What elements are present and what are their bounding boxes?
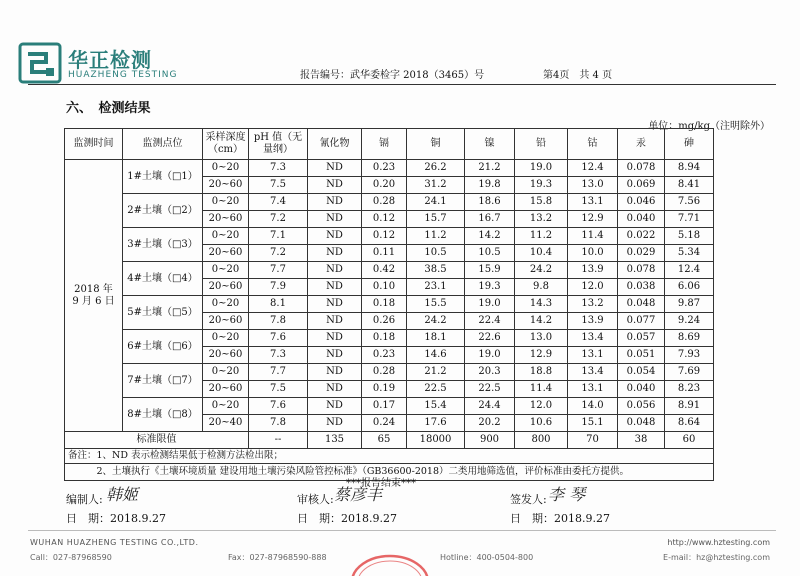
value-cell: 9.24 [665, 313, 714, 330]
value-cell: 0.12 [362, 228, 407, 245]
value-cell: 0.23 [362, 347, 407, 364]
value-cell: 20~60 [203, 177, 249, 194]
value-cell: 18.6 [465, 194, 515, 211]
value-cell: 10.5 [407, 245, 465, 262]
column-header: 镉 [362, 129, 407, 160]
editor-label: 编制人: [66, 493, 103, 506]
value-cell: 12.9 [515, 347, 568, 364]
table-row [65, 194, 714, 211]
limit-row [65, 432, 714, 449]
huazheng-logo-icon [18, 42, 62, 84]
value-cell: 7.3 [249, 160, 308, 177]
value-cell: 0~20 [203, 228, 249, 245]
value-cell: 13.9 [568, 313, 618, 330]
value-cell: 10.6 [515, 415, 568, 432]
table-row [65, 160, 714, 177]
column-header: 砷 [665, 129, 714, 160]
value-cell: 19.3 [515, 177, 568, 194]
footer-hotline: Hotline：400-0504-800 [440, 553, 534, 562]
table-row [65, 296, 714, 313]
limit-value-cell: 18000 [407, 432, 465, 449]
value-cell: 11.2 [515, 228, 568, 245]
report-end: ***报告结束*** [346, 478, 416, 489]
column-header: 氰化物 [308, 129, 362, 160]
value-cell: ND [308, 160, 362, 177]
value-cell: 21.2 [465, 160, 515, 177]
value-cell: 19.0 [515, 160, 568, 177]
value-cell: ND [308, 330, 362, 347]
value-cell: 15.7 [407, 211, 465, 228]
site-cell: 8#土壤（□8） [123, 398, 203, 432]
column-header: 汞 [618, 129, 665, 160]
value-cell: 7.69 [665, 364, 714, 381]
site-cell: 3#土壤（□3） [123, 228, 203, 262]
value-cell: 15.8 [515, 194, 568, 211]
value-cell: 0.029 [618, 245, 665, 262]
value-cell: 0.048 [618, 296, 665, 313]
value-cell: 20~60 [203, 381, 249, 398]
value-cell: ND [308, 364, 362, 381]
footer-divider [28, 530, 776, 531]
value-cell: 0.051 [618, 347, 665, 364]
value-cell: 0.078 [618, 160, 665, 177]
value-cell: 15.5 [407, 296, 465, 313]
value-cell: 31.2 [407, 177, 465, 194]
brand-name-en: HUAZHENG TESTING [68, 70, 178, 80]
value-cell: 0.42 [362, 262, 407, 279]
table-row [65, 228, 714, 245]
value-cell: 0.056 [618, 398, 665, 415]
value-cell: 20~60 [203, 347, 249, 364]
value-cell: 12.4 [568, 160, 618, 177]
value-cell: 12.0 [515, 398, 568, 415]
value-cell: 8.23 [665, 381, 714, 398]
section-title: 六、 检测结果 [66, 101, 151, 116]
value-cell: 0.11 [362, 245, 407, 262]
value-cell: 6.06 [665, 279, 714, 296]
limit-value-cell: 135 [308, 432, 362, 449]
value-cell: 0.040 [618, 381, 665, 398]
value-cell: 7.7 [249, 262, 308, 279]
value-cell: 13.2 [568, 296, 618, 313]
value-cell: 20~60 [203, 313, 249, 330]
value-cell: ND [308, 177, 362, 194]
issuer-date: 日 期：2018.9.27 [510, 512, 610, 525]
value-cell: 26.2 [407, 160, 465, 177]
value-cell: 13.4 [568, 330, 618, 347]
value-cell: 7.1 [249, 228, 308, 245]
header-divider [28, 84, 776, 85]
value-cell: 18.8 [515, 364, 568, 381]
value-cell: ND [308, 398, 362, 415]
limit-value-cell: 65 [362, 432, 407, 449]
value-cell: 0.077 [618, 313, 665, 330]
value-cell: ND [308, 194, 362, 211]
value-cell: 0.26 [362, 313, 407, 330]
value-cell: 0~20 [203, 330, 249, 347]
value-cell: 0.19 [362, 381, 407, 398]
column-header: 铅 [515, 129, 568, 160]
value-cell: 8.91 [665, 398, 714, 415]
column-header: 铜 [407, 129, 465, 160]
value-cell: 14.2 [465, 228, 515, 245]
value-cell: 15.1 [568, 415, 618, 432]
reviewer-label: 审核人: [297, 493, 334, 506]
column-header: 钴 [568, 129, 618, 160]
value-cell: 12.0 [568, 279, 618, 296]
site-cell: 5#土壤（□5） [123, 296, 203, 330]
value-cell: 5.34 [665, 245, 714, 262]
table-row [65, 398, 714, 415]
value-cell: 0.18 [362, 330, 407, 347]
limit-value-cell: -- [249, 432, 308, 449]
value-cell: 7.3 [249, 347, 308, 364]
brand-name: 华正检测 [68, 48, 152, 72]
value-cell: 20~40 [203, 415, 249, 432]
limit-value-cell: 70 [568, 432, 618, 449]
value-cell: 15.9 [465, 262, 515, 279]
value-cell: 0.10 [362, 279, 407, 296]
site-cell: 6#土壤（□6） [123, 330, 203, 364]
column-header: 监测点位 [123, 129, 203, 160]
value-cell: 8.1 [249, 296, 308, 313]
value-cell: 7.7 [249, 364, 308, 381]
value-cell: 8.41 [665, 177, 714, 194]
value-cell: 21.2 [407, 364, 465, 381]
value-cell: 12.9 [568, 211, 618, 228]
value-cell: 0.12 [362, 211, 407, 228]
value-cell: 0.078 [618, 262, 665, 279]
limit-value-cell: 800 [515, 432, 568, 449]
value-cell: 14.0 [568, 398, 618, 415]
value-cell: 0~20 [203, 398, 249, 415]
value-cell: 24.1 [407, 194, 465, 211]
value-cell: 20~60 [203, 279, 249, 296]
footer-call: Call：027-87968590 [30, 553, 112, 562]
value-cell: 0.20 [362, 177, 407, 194]
value-cell: 23.1 [407, 279, 465, 296]
value-cell: 13.9 [568, 262, 618, 279]
site-cell: 4#土壤（□4） [123, 262, 203, 296]
column-header: 监测时间 [65, 129, 123, 160]
value-cell: 22.5 [465, 381, 515, 398]
value-cell: 8.64 [665, 415, 714, 432]
value-cell: 13.0 [515, 330, 568, 347]
value-cell: ND [308, 415, 362, 432]
value-cell: 8.94 [665, 160, 714, 177]
value-cell: 19.8 [465, 177, 515, 194]
issuer-label: 签发人: [510, 493, 547, 506]
value-cell: 38.5 [407, 262, 465, 279]
results-table [64, 128, 714, 481]
value-cell: 10.5 [465, 245, 515, 262]
footer-fax: Fax：027-87968590-888 [228, 553, 327, 562]
sampling-date-cell: 2018 年 9 月 6 日 [65, 160, 123, 432]
value-cell: 7.6 [249, 330, 308, 347]
note-text: 2、土壤执行《土壤环境质量 建设用地土壤污染风险管控标准》（GB36600-2018）二类用地筛选值，评价标准由委托方提供。 [65, 464, 714, 481]
value-cell: 13.1 [568, 194, 618, 211]
note-row [65, 449, 714, 464]
value-cell: 7.4 [249, 194, 308, 211]
column-header: 镍 [465, 129, 515, 160]
column-header: 采样深度（cm） [203, 129, 249, 160]
value-cell: 8.69 [665, 330, 714, 347]
value-cell: 15.4 [407, 398, 465, 415]
value-cell: 9.8 [515, 279, 568, 296]
value-cell: 11.2 [407, 228, 465, 245]
value-cell: 7.5 [249, 177, 308, 194]
unit-note: 单位：mg/kg（注明除外） [648, 121, 770, 132]
footer-email: E-mail：hz@hztesting.com [663, 553, 770, 562]
value-cell: 0.054 [618, 364, 665, 381]
value-cell: 22.4 [465, 313, 515, 330]
company-seal-stamp [350, 552, 430, 576]
value-cell: 0~20 [203, 194, 249, 211]
value-cell: ND [308, 262, 362, 279]
value-cell: 0~20 [203, 364, 249, 381]
value-cell: 10.4 [515, 245, 568, 262]
issuer-signature: 李 琴 [548, 485, 586, 504]
value-cell: 20.3 [465, 364, 515, 381]
footer-company: WUHAN HUAZHENG TESTING CO.,LTD. [30, 538, 199, 547]
value-cell: ND [308, 381, 362, 398]
value-cell: 24.2 [515, 262, 568, 279]
table-row [65, 364, 714, 381]
value-cell: ND [308, 347, 362, 364]
value-cell: 24.4 [465, 398, 515, 415]
value-cell: 14.3 [515, 296, 568, 313]
value-cell: 0.17 [362, 398, 407, 415]
value-cell: 5.18 [665, 228, 714, 245]
value-cell: ND [308, 228, 362, 245]
value-cell: 22.5 [407, 381, 465, 398]
value-cell: 0.022 [618, 228, 665, 245]
table-row [65, 330, 714, 347]
value-cell: 19.0 [465, 347, 515, 364]
page-number: 第4页 共 4 页 [543, 70, 613, 81]
column-header: pH 值（无量纲） [249, 129, 308, 160]
value-cell: 20~60 [203, 245, 249, 262]
value-cell: 0.18 [362, 296, 407, 313]
value-cell: 13.2 [515, 211, 568, 228]
value-cell: ND [308, 313, 362, 330]
value-cell: 20~60 [203, 211, 249, 228]
value-cell: 11.4 [568, 228, 618, 245]
value-cell: 0.069 [618, 177, 665, 194]
value-cell: 7.8 [249, 313, 308, 330]
value-cell: ND [308, 245, 362, 262]
value-cell: 7.2 [249, 245, 308, 262]
limit-label-cell: 标准限值 [65, 432, 249, 449]
editor-date: 日 期：2018.9.27 [66, 512, 166, 525]
value-cell: 22.6 [465, 330, 515, 347]
value-cell: 11.4 [515, 381, 568, 398]
limit-value-cell: 900 [465, 432, 515, 449]
value-cell: 24.2 [407, 313, 465, 330]
value-cell: 0~20 [203, 160, 249, 177]
value-cell: 0~20 [203, 262, 249, 279]
value-cell: 7.93 [665, 347, 714, 364]
value-cell: 16.7 [465, 211, 515, 228]
value-cell: 0.040 [618, 211, 665, 228]
value-cell: 0.24 [362, 415, 407, 432]
table-row [65, 262, 714, 279]
value-cell: 13.4 [568, 364, 618, 381]
value-cell: 0.28 [362, 364, 407, 381]
value-cell: 0.046 [618, 194, 665, 211]
value-cell: 0.048 [618, 415, 665, 432]
value-cell: 7.8 [249, 415, 308, 432]
limit-value-cell: 38 [618, 432, 665, 449]
value-cell: 18.1 [407, 330, 465, 347]
value-cell: 17.6 [407, 415, 465, 432]
value-cell: 7.71 [665, 211, 714, 228]
value-cell: 13.1 [568, 381, 618, 398]
editor-signature: 韩姬 [106, 485, 139, 504]
value-cell: 7.6 [249, 398, 308, 415]
value-cell: 9.87 [665, 296, 714, 313]
value-cell: 0.057 [618, 330, 665, 347]
note-text: 备注：1、ND 表示检测结果低于检测方法检出限； [65, 449, 714, 464]
value-cell: 20.2 [465, 415, 515, 432]
value-cell: 12.4 [665, 262, 714, 279]
value-cell: ND [308, 279, 362, 296]
footer-website: http://www.hztesting.com [667, 538, 770, 547]
value-cell: ND [308, 296, 362, 313]
value-cell: 19.0 [465, 296, 515, 313]
value-cell: 7.56 [665, 194, 714, 211]
value-cell: ND [308, 211, 362, 228]
value-cell: 0.038 [618, 279, 665, 296]
value-cell: 13.0 [568, 177, 618, 194]
value-cell: 7.9 [249, 279, 308, 296]
site-cell: 7#土壤（□7） [123, 364, 203, 398]
value-cell: 7.5 [249, 381, 308, 398]
table-header-row [65, 129, 714, 160]
limit-value-cell: 60 [665, 432, 714, 449]
value-cell: 0.28 [362, 194, 407, 211]
value-cell: 10.0 [568, 245, 618, 262]
value-cell: 14.2 [515, 313, 568, 330]
reviewer-signature: 蔡彦丰 [334, 485, 383, 504]
value-cell: 19.3 [465, 279, 515, 296]
value-cell: 14.6 [407, 347, 465, 364]
value-cell: 13.1 [568, 347, 618, 364]
site-cell: 1#土壤（□1） [123, 160, 203, 194]
value-cell: 7.2 [249, 211, 308, 228]
site-cell: 2#土壤（□2） [123, 194, 203, 228]
reviewer-date: 日 期：2018.9.27 [297, 512, 397, 525]
value-cell: 0.23 [362, 160, 407, 177]
value-cell: 0~20 [203, 296, 249, 313]
report-number: 报告编号：武华委检字 2018（3465）号 [300, 70, 485, 81]
